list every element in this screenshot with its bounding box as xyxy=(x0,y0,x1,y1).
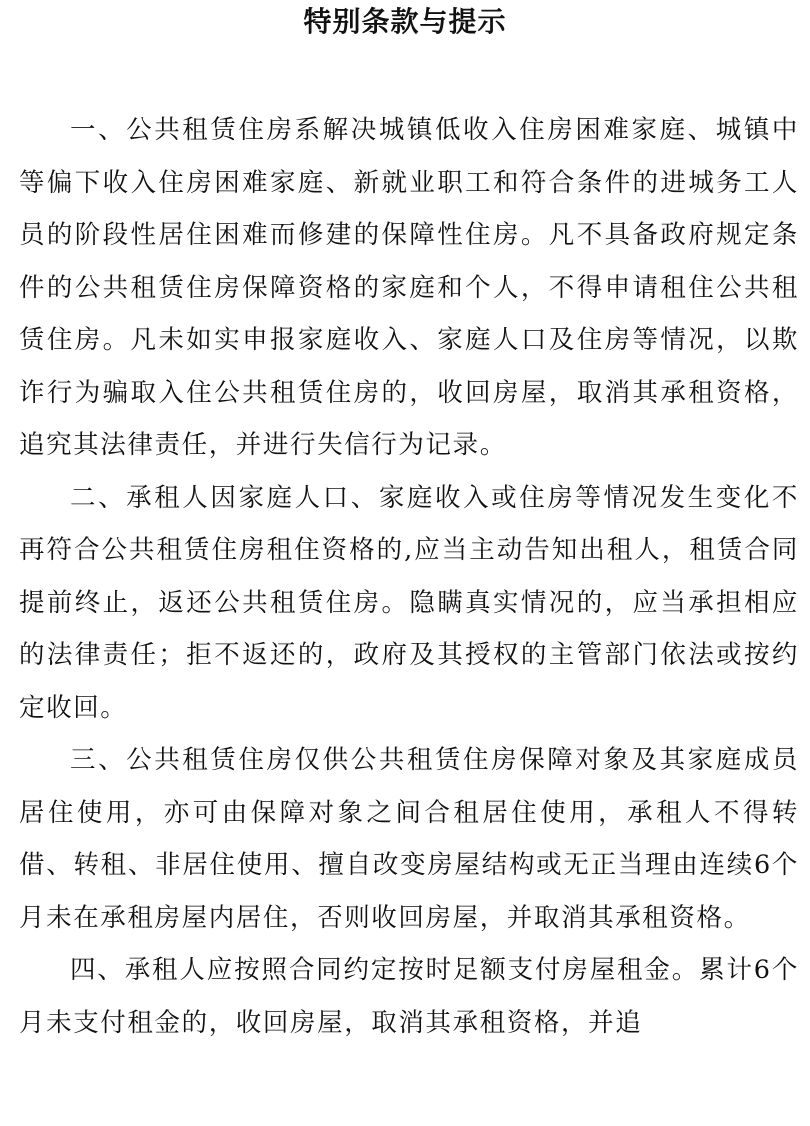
document-body xyxy=(19,104,799,1049)
clause-3-paragraph: 三、公共租赁住房仅供公共租赁住房保障对象及其家庭成员居住使用，亦可由保障对象之间合租居住使用，承租人不得转借、转租、非居住使用、擅自改变房屋结构或无正当理由连续6个月未在承租房屋内居住，否则收回房屋，并取消其承租资格。 xyxy=(19,745,799,933)
clause-1-paragraph: 一、公共租赁住房系解决城镇低收入住房困难家庭、城镇中等偏下收入住房困难家庭、新就业职工和符合条件的进城务工人员的阶段性居住困难而修建的保障性住房。凡不具备政府规定条件的公共租赁住房保障资格的家庭和个人，不得申请租住公共租赁住房。凡未如实申报家庭收入、家庭人口及住房等情况，以欺诈行为骗取入住公共租赁住房的，收回房屋，取消其承租资格，追究其法律责任，并进行失信行为记录。 xyxy=(19,115,799,460)
document-title: 特别条款与提示 xyxy=(303,5,507,38)
clause-4-paragraph: 四、承租人应按照合同约定按时足额支付房屋租金。累计6个月未支付租金的，收回房屋，取消其承租资格，并追 xyxy=(19,955,799,1038)
clause-2-paragraph: 二、承租人因家庭人口、家庭收入或住房等情况发生变化不再符合公共租赁住房租住资格的,应当主动告知出租人，租赁合同提前终止，返还公共租赁住房。隐瞒真实情况的，应当承担相应的法律责任；拒不返还的，政府及其授权的主管部门依法或按约定收回。 xyxy=(19,482,799,723)
